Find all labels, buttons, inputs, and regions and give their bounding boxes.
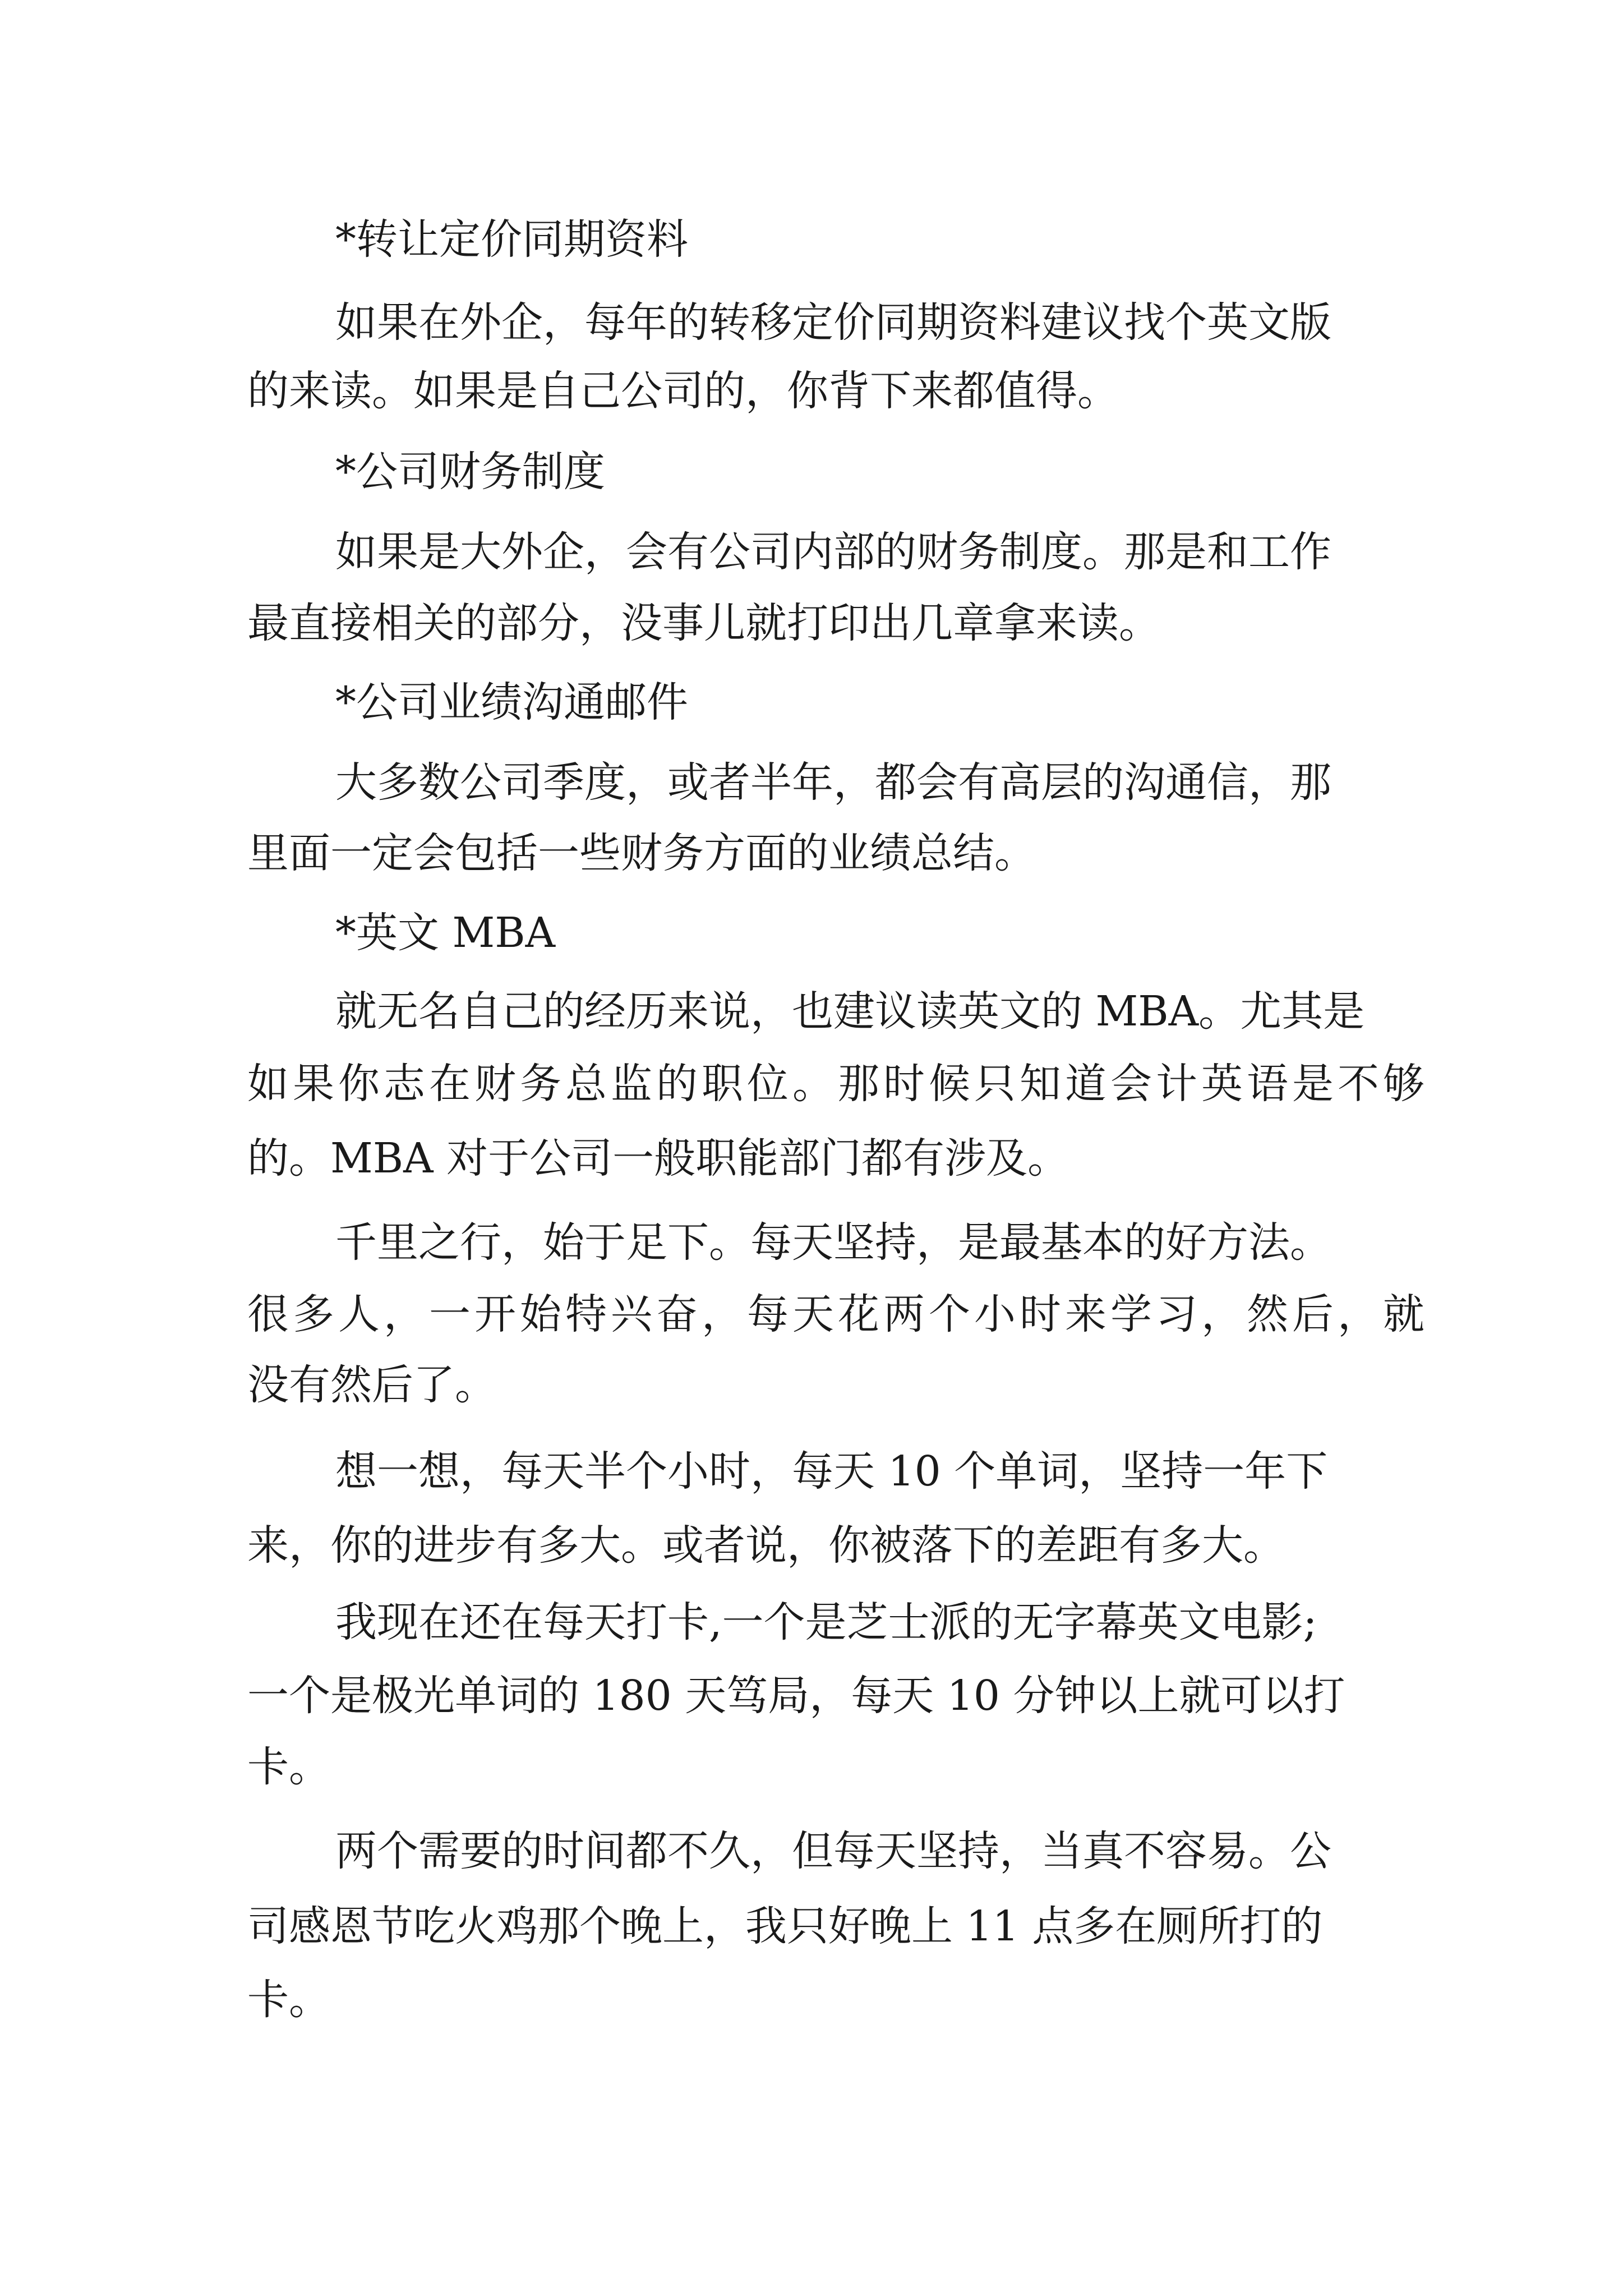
paragraph-line: 如果是大外企，会有公司内部的财务制度。那是和工作	[335, 528, 1331, 576]
paragraph-line: 最直接相关的部分，没事儿就打印出几章拿来读。	[247, 599, 1160, 647]
paragraph-line: 卡。	[247, 1976, 330, 2024]
paragraph-line: 的。MBA 对于公司一般职能部门都有涉及。	[247, 1134, 1069, 1182]
paragraph-line: 想一想，每天半个小时，每天 10 个单词，坚持一年下	[335, 1447, 1328, 1496]
paragraph-line: 里面一定会包括一些财务方面的业绩总结。	[247, 829, 1036, 877]
paragraph-line: 很多人，一开始特兴奋，每天花两个小时来学习，然后，就	[247, 1290, 1428, 1338]
section-heading-finance-policy: *公司财务制度	[335, 448, 605, 496]
section-heading-english-mba: *英文 MBA	[335, 909, 556, 957]
paragraph-line: 没有然后了。	[247, 1361, 496, 1409]
paragraph-line: 来，你的进步有多大。或者说，你被落下的差距有多大。	[247, 1521, 1285, 1570]
paragraph-line: 两个需要的时间都不久，但每天坚持，当真不容易。公	[335, 1827, 1331, 1875]
section-heading-transfer-pricing: *转让定价同期资料	[335, 215, 688, 264]
paragraph-line: 就无名自己的经历来说，也建议读英文的 MBA。尤其是	[335, 987, 1365, 1036]
paragraph-line: 一个是极光单词的 180 天笃局，每天 10 分钟以上就可以打	[247, 1672, 1345, 1720]
paragraph-line: 如果你志在财务总监的职位。那时候只知道会计英语是不够	[247, 1060, 1428, 1108]
paragraph-line: 我现在还在每天打卡,一个是芝士派的无字幕英文电影;	[335, 1598, 1317, 1646]
paragraph-line: 如果在外企，每年的转移定价同期资料建议找个英文版	[335, 298, 1331, 347]
paragraph-line: 卡。	[247, 1743, 330, 1791]
section-heading-performance-emails: *公司业绩沟通邮件	[335, 678, 688, 726]
paragraph-line: 的来读。如果是自己公司的，你背下来都值得。	[247, 367, 1119, 415]
paragraph-line: 司感恩节吃火鸡那个晚上，我只好晚上 11 点多在厕所打的	[247, 1902, 1323, 1950]
paragraph-line: 大多数公司季度，或者半年，都会有高层的沟通信，那	[335, 758, 1331, 807]
paragraph-line: 千里之行，始于足下。每天坚持，是最基本的好方法。	[335, 1218, 1331, 1267]
